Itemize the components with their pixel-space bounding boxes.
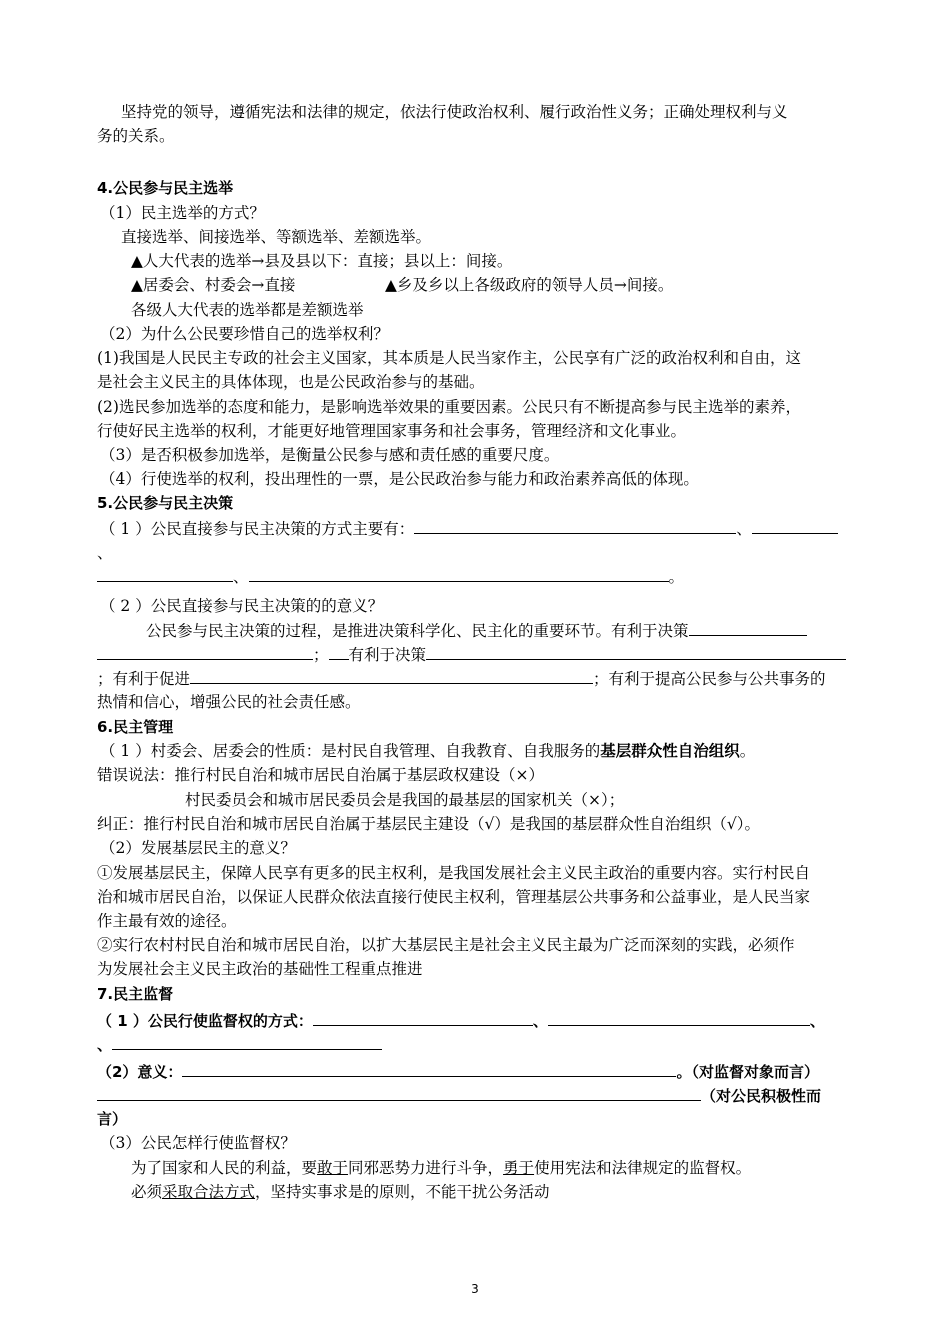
- s6-correction: 纠正：推行村民自治和城市居民自治属于基层民主建设（√）是我国的基层群众性自治组织（√）。: [97, 815, 761, 833]
- s4-reason-3: （3）是否积极参加选举，是衡量公民参与感和责任感的重要尺度。: [100, 446, 560, 464]
- s4-answer-4: 各级人大代表的选举都是差额选举: [131, 301, 364, 319]
- s7-note-3: 言）: [97, 1110, 128, 1128]
- s6-q1-prefix: （ 1 ）村委会、居委会的性质：是村民自我管理、自我教育、自我服务的: [100, 742, 601, 760]
- s5-blank-3[interactable]: [97, 564, 233, 582]
- s5-question-1: [100, 516, 838, 541]
- s6-error-2: 村民委员会和城市居民委员会是我国的最基层的国家机关（×）；: [185, 791, 625, 809]
- s7-question-3: （3）公民怎样行使监督权？: [100, 1134, 296, 1152]
- s6-d2b: 为发展社会主义民主政治的基础性工程重点推进: [97, 960, 423, 978]
- s5-sep-2: 、: [97, 544, 113, 562]
- intro-line-2: 务的关系。: [97, 127, 175, 145]
- s5-blank-1[interactable]: [414, 516, 736, 534]
- s7-q1-label: （ 1 ）公民行使监督权的方式：: [97, 1012, 313, 1030]
- section-6-title: 6.民主管理: [97, 718, 174, 736]
- s7-question-1: [97, 1008, 825, 1033]
- s5-m2b-text: 有利于决策: [348, 646, 427, 664]
- s5-blank-7[interactable]: [329, 642, 349, 660]
- s5-question-2: （ 2 ）公民直接参与民主决策的的意义？: [100, 597, 384, 615]
- s7-line-4: [97, 1083, 821, 1108]
- s5-meaning-3: [97, 666, 826, 691]
- s5-meaning-2: [97, 642, 846, 667]
- s5-sep-1: 、: [736, 520, 752, 538]
- s5-meaning-4: 热情和信心，增强公民的社会责任感。: [97, 693, 361, 711]
- s6-d1b: 治和城市居民自治，以保证人民群众依法直接行使民主权利，管理基层公共事务和公益事业，是人民当家: [97, 888, 811, 906]
- s7-sep-3: 、: [97, 1036, 113, 1054]
- s7-way-1: [131, 1156, 751, 1180]
- section-5-title: 5.公民参与民主决策: [97, 494, 234, 512]
- s7-w1u1: 敢于: [317, 1159, 349, 1177]
- s7-w1c: 使用宪法和法律规定的监督权。: [534, 1159, 752, 1177]
- s6-q1-bold: 基层群众性自治组织: [600, 742, 740, 760]
- s5-blank-9[interactable]: [190, 666, 593, 684]
- s7-w2u: 采取合法方式: [162, 1183, 256, 1201]
- s7-question-2: [97, 1059, 819, 1084]
- s4-answer-1: 直接选举、间接选举、等额选举、差额选举。: [121, 228, 432, 246]
- s6-question-2: （2）发展基层民主的意义？: [100, 839, 296, 857]
- s5-m3a-text: ；有利于促进: [97, 670, 191, 688]
- s4-reason-2b: 行使好民主选举的权利，才能更好地管理国家事务和社会事务，管理经济和文化事业。: [97, 422, 687, 440]
- s6-d2a: ②实行农村村民自治和城市居民自治，以扩大基层民主是社会主义民主最为广泛而深刻的实践，必须作: [97, 936, 795, 954]
- s7-line-2: [97, 1032, 382, 1057]
- s7-sep-1: 、: [532, 1012, 548, 1030]
- s7-note-2: （对公民积极性而: [701, 1087, 822, 1105]
- s5-blank-5[interactable]: [689, 618, 807, 636]
- s4-reason-1a: (1)我国是人民民主专政的社会主义国家，其本质是人民当家作主，公民享有广泛的政治权利和自由，这: [97, 349, 801, 367]
- s5-line-3: [97, 564, 684, 589]
- s7-blank-1[interactable]: [313, 1008, 533, 1026]
- s6-d1a: ①发展基层民主，保障人民享有更多的民主权利，是我国发展社会主义民主政治的重要内容。实行村民自: [97, 864, 811, 882]
- s4-answer-3a: ▲居委会、村委会→直接: [131, 276, 296, 294]
- s4-reason-2a: (2)选民参加选举的态度和能力，是影响选举效果的重要因素。公民只有不断提高参与民主选举的素养，: [97, 398, 801, 416]
- s5-m1-text: 公民参与民主决策的过程，是推进决策科学化、民主化的重要环节。有利于决策: [146, 622, 689, 640]
- s6-d1c: 作主最有效的途径。: [97, 912, 237, 930]
- s7-note-1: 。（对监督对象而言）: [676, 1063, 819, 1081]
- intro-line-1: 坚持党的领导，遵循宪法和法律的规定，依法行使政治权利、履行政治性义务；正确处理权利与义: [121, 103, 788, 121]
- s5-blank-2[interactable]: [752, 516, 838, 534]
- s4-reason-4: （4）行使选举的权利，投出理性的一票，是公民政治参与能力和政治素养高低的体现。: [100, 470, 699, 488]
- s4-question-1: （1）民主选举的方式？: [100, 204, 265, 222]
- s7-q2-label: （2）意义：: [97, 1063, 183, 1081]
- s5-end-1: 。: [668, 568, 685, 586]
- s7-w1u2: 勇于: [503, 1159, 535, 1177]
- s7-w2a: 必须: [131, 1183, 163, 1201]
- s7-blank-3[interactable]: [112, 1032, 382, 1050]
- section-7-title: 7.民主监督: [97, 985, 174, 1003]
- s6-question-1: [100, 739, 755, 763]
- s5-blank-6[interactable]: [97, 642, 313, 660]
- s7-blank-2[interactable]: [548, 1008, 810, 1026]
- s5-blank-4[interactable]: [249, 564, 669, 582]
- s4-answer-2: ▲人大代表的选举→县及县以下：直接；县以上：间接。: [131, 252, 513, 270]
- s6-error-1: 错误说法：推行村民自治和城市居民自治属于基层政权建设（×）: [97, 766, 544, 784]
- s5-meaning-1: [146, 618, 807, 643]
- s5-sep-3: 、: [233, 568, 249, 586]
- s5-sep-2-line: [97, 540, 113, 565]
- s7-w1a: 为了国家和人民的利益，要: [131, 1159, 318, 1177]
- s5-blank-8[interactable]: [426, 642, 846, 660]
- s6-q1-end: 。: [739, 742, 756, 760]
- s4-reason-1b: 是社会主义民主的具体体现，也是公民政治参与的基础。: [97, 373, 485, 391]
- s5-m2a-text: ；: [313, 646, 329, 664]
- s7-way-2: [131, 1180, 550, 1204]
- page-number: 3: [471, 1282, 479, 1296]
- s5-m3b-text: ；有利于提高公民参与公共事务的: [593, 670, 826, 688]
- s4-answer-3b: ▲乡及乡以上各级政府的领导人员→间接。: [385, 276, 674, 294]
- s7-sep-2: 、: [809, 1012, 825, 1030]
- s5-q1-label: （ 1 ）公民直接参与民主决策的方式主要有：: [100, 520, 415, 538]
- s7-w1b: 同邪恶势力进行斗争，: [348, 1159, 504, 1177]
- section-4-title: 4.公民参与民主选举: [97, 179, 234, 197]
- s7-w2b: ，坚持实事求是的原则，不能干扰公务活动: [255, 1183, 550, 1201]
- s7-blank-4[interactable]: [182, 1059, 676, 1077]
- s4-question-2: （2）为什么公民要珍惜自己的选举权利？: [100, 325, 389, 343]
- s7-blank-5[interactable]: [97, 1083, 701, 1101]
